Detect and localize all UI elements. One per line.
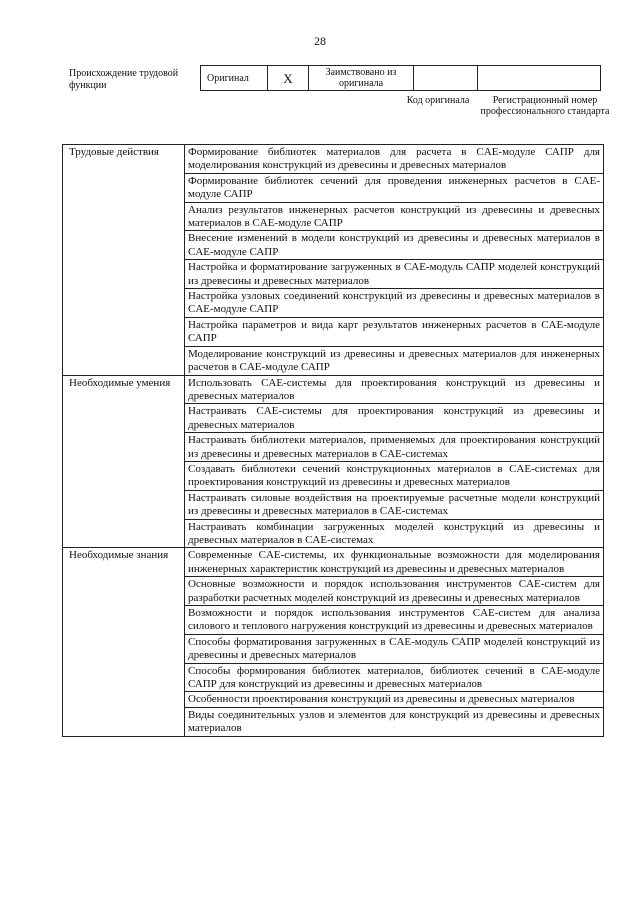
list-item: Внесение изменений в модели конструкций из древесины и древесных материалов в CAE-модуле САПР [185,231,604,260]
list-item: Возможности и порядок использования инструментов CAE-систем для анализа силового и теплового нагружения конструкций из древесины и древесных материалов [185,606,604,635]
list-item: Особенности проектирования конструкций из древесины и древесных материалов [185,692,604,707]
functions-table [62,144,604,737]
origin-label: Происхождение трудовой функции [69,68,179,91]
section-title: Необходимые умения [63,375,185,548]
list-item: Анализ результатов инженерных расчетов конструкций из древесины и древесных материалов в CAE-модуле САПР [185,202,604,231]
code-cell [414,66,478,91]
list-item: Современные CAE-системы, их функциональные возможности для моделирования инженерных характеристик конструкций из древесины и древесных материалов [185,548,604,577]
list-item: Настраивать комбинации загруженных моделей конструкций из древесины и древесных материалов в CAE-системах [185,519,604,548]
list-item: Использовать CAE-системы для проектирования конструкций из древесины и древесных материалов [185,375,604,404]
table-row [63,548,604,577]
list-item: Способы форматирования загруженных в CAE-модуль САПР моделей конструкций из древесины и древесных материалов [185,634,604,663]
page-number: 28 [314,34,326,48]
reg-number-label: Регистрационный номер профессионального стандарта [480,95,610,117]
list-item: Настраивать силовые воздействия на проектируемые расчетные модели конструкций из древесины и древесных материалов в CAE-системах [185,490,604,519]
list-item: Настройка параметров и вида карт результатов инженерных расчетов в CAE-модуле САПР [185,317,604,346]
list-item: Настраивать CAE-системы для проектирования конструкций из древесины и древесных материалов [185,404,604,433]
list-item: Настраивать библиотеки материалов, применяемых для проектирования конструкций из древесины и древесных материалов в CAE-системах [185,433,604,462]
table-row [63,375,604,404]
list-item: Создавать библиотеки сечений конструкционных материалов в CAE-системах для проектирования конструкций из древесины и древесных материалов [185,461,604,490]
origin-table [200,65,601,91]
original-mark: X [268,66,309,91]
list-item: Формирование библиотек материалов для расчета в CAE-модуле САПР для моделирования конструкций из древесины и древесных материалов [185,145,604,174]
list-item: Виды соединительных узлов и элементов для конструкций из древесины и древесных материалов [185,707,604,736]
table-row [63,145,604,174]
list-item: Моделирование конструкций из древесины и древесных материалов для инженерных расчетов в CAE-модуле САПР [185,346,604,375]
section-title: Трудовые действия [63,145,185,376]
list-item: Настройка и форматирование загруженных в CAE-модуль САПР моделей конструкций из древесины и древесных материалов [185,260,604,289]
list-item: Формирование библиотек сечений для проведения инженерных расчетов в CAE-модуле САПР [185,173,604,202]
borrowed-cell: Заимствовано из оригинала [309,66,414,91]
reg-number-cell [478,66,601,91]
code-original-label: Код оригинала [406,95,470,106]
section-title: Необходимые знания [63,548,185,736]
list-item: Способы формирования библиотек материалов, библиотек сечений в CAE-модуле САПР для конструкций из древесины и древесных материалов [185,663,604,692]
list-item: Основные возможности и порядок использования инструментов CAE-систем для разработки расчетных моделей конструкций из древесины и древесных материалов [185,577,604,606]
list-item: Настройка узловых соединений конструкций из древесины и древесных материалов в CAE-модуле САПР [185,289,604,318]
original-cell: Оригинал [201,66,268,91]
